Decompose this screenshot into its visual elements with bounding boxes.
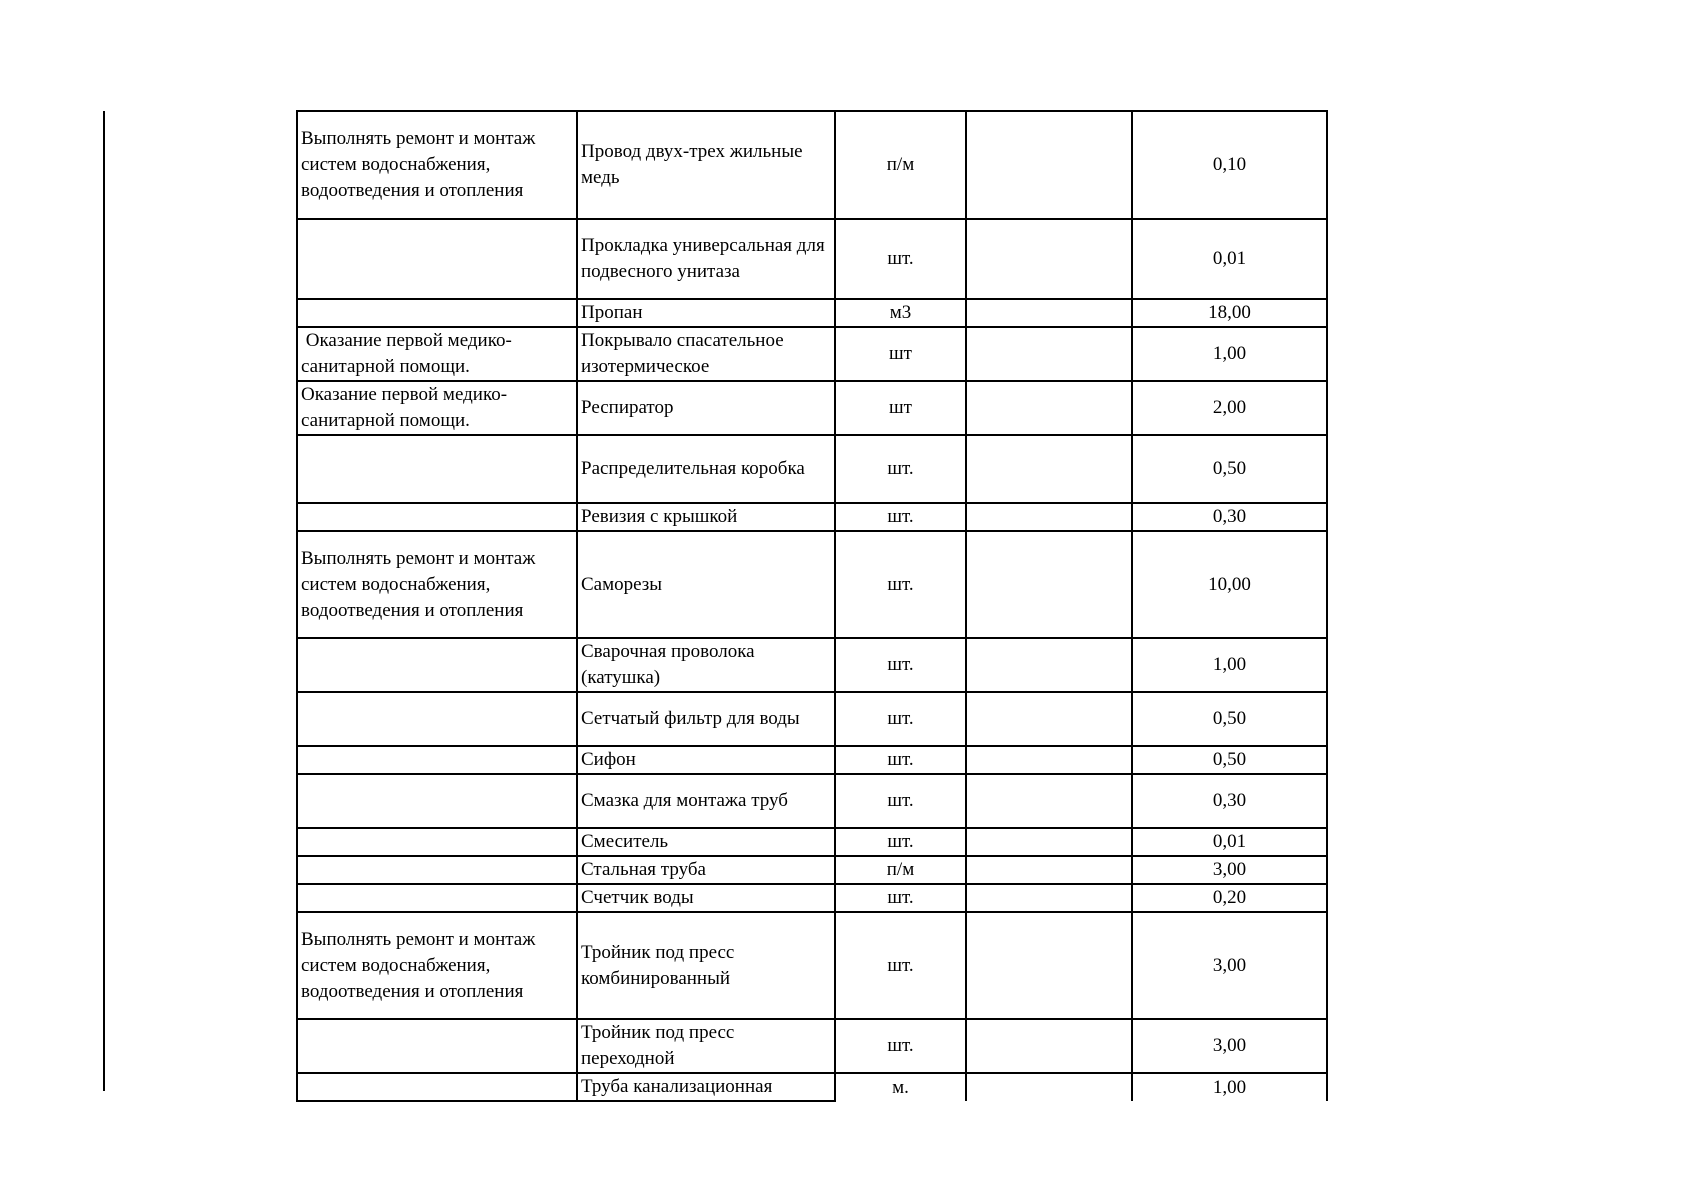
quantity-cell: 3,00: [1132, 1019, 1327, 1073]
unit-cell: шт.: [835, 638, 966, 692]
table-row: [297, 828, 1327, 856]
unit-cell: м.: [835, 1073, 966, 1101]
quantity-cell: 1,00: [1132, 327, 1327, 381]
table-row: [297, 912, 1327, 1019]
empty-cell: [966, 1019, 1132, 1073]
table-row: [297, 856, 1327, 884]
empty-cell: [966, 381, 1132, 435]
quantity-cell: 0,50: [1132, 746, 1327, 774]
quantity-cell: 10,00: [1132, 531, 1327, 638]
table-row: [297, 884, 1327, 912]
empty-cell: [966, 503, 1132, 531]
unit-cell: шт.: [835, 219, 966, 299]
item-name-cell: Труба канализационная: [577, 1073, 835, 1101]
materials-table: [296, 110, 1328, 1102]
unit-cell: шт.: [835, 1019, 966, 1073]
competency-cell: [297, 884, 577, 912]
quantity-cell: 3,00: [1132, 912, 1327, 1019]
unit-cell: шт.: [835, 692, 966, 746]
competency-cell: [297, 1019, 577, 1073]
item-name-cell: Ревизия с крышкой: [577, 503, 835, 531]
competency-cell: Оказание первой медико-санитарной помощи.: [297, 381, 577, 435]
competency-cell: Выполнять ремонт и монтаж систем водоснабжения, водоотведения и отопления: [297, 912, 577, 1019]
competency-cell: [297, 774, 577, 828]
unit-cell: шт.: [835, 774, 966, 828]
empty-cell: [966, 912, 1132, 1019]
competency-cell: [297, 638, 577, 692]
competency-cell: [297, 299, 577, 327]
unit-cell: шт.: [835, 435, 966, 503]
item-name-cell: Тройник под пресс комбинированный: [577, 912, 835, 1019]
quantity-cell: 1,00: [1132, 638, 1327, 692]
item-name-cell: Тройник под пресс переходной: [577, 1019, 835, 1073]
table-row: [297, 1073, 1327, 1101]
item-name-cell: Провод двух-трех жильные медь: [577, 111, 835, 219]
quantity-cell: 0,10: [1132, 111, 1327, 219]
quantity-cell: 3,00: [1132, 856, 1327, 884]
table-row: [297, 327, 1327, 381]
item-name-cell: Смазка для монтажа труб: [577, 774, 835, 828]
empty-cell: [966, 884, 1132, 912]
competency-cell: [297, 828, 577, 856]
unit-cell: п/м: [835, 111, 966, 219]
item-name-cell: Распределительная коробка: [577, 435, 835, 503]
table-row: [297, 299, 1327, 327]
empty-cell: [966, 299, 1132, 327]
quantity-cell: 18,00: [1132, 299, 1327, 327]
item-name-cell: Прокладка универсальная для подвесного унитаза: [577, 219, 835, 299]
unit-cell: п/м: [835, 856, 966, 884]
table-row: [297, 774, 1327, 828]
empty-cell: [966, 111, 1132, 219]
item-name-cell: Стальная труба: [577, 856, 835, 884]
competency-cell: [297, 503, 577, 531]
quantity-cell: 0,30: [1132, 503, 1327, 531]
empty-cell: [966, 828, 1132, 856]
unit-cell: шт.: [835, 828, 966, 856]
table-row: [297, 1019, 1327, 1073]
quantity-cell: 0,50: [1132, 435, 1327, 503]
item-name-cell: Респиратор: [577, 381, 835, 435]
table-row: [297, 111, 1327, 219]
item-name-cell: Пропан: [577, 299, 835, 327]
table-row: [297, 531, 1327, 638]
empty-cell: [966, 746, 1132, 774]
empty-cell: [966, 531, 1132, 638]
competency-cell: [297, 692, 577, 746]
item-name-cell: Смеситель: [577, 828, 835, 856]
empty-cell: [966, 1073, 1132, 1101]
competency-cell: Выполнять ремонт и монтаж систем водоснабжения, водоотведения и отопления: [297, 531, 577, 638]
item-name-cell: Сетчатый фильтр для воды: [577, 692, 835, 746]
table-row: [297, 381, 1327, 435]
table-row: [297, 503, 1327, 531]
table-row: [297, 746, 1327, 774]
unit-cell: шт: [835, 381, 966, 435]
item-name-cell: Сифон: [577, 746, 835, 774]
quantity-cell: 0,01: [1132, 828, 1327, 856]
unit-cell: шт.: [835, 912, 966, 1019]
empty-cell: [966, 219, 1132, 299]
competency-cell: [297, 856, 577, 884]
table-row: [297, 638, 1327, 692]
item-name-cell: Покрывало спасательное изотермическое: [577, 327, 835, 381]
competency-cell: [297, 746, 577, 774]
empty-cell: [966, 638, 1132, 692]
quantity-cell: 0,50: [1132, 692, 1327, 746]
quantity-cell: 2,00: [1132, 381, 1327, 435]
competency-cell: Оказание первой медико-санитарной помощи.: [297, 327, 577, 381]
competency-cell: [297, 435, 577, 503]
competency-cell: [297, 219, 577, 299]
quantity-cell: 1,00: [1132, 1073, 1327, 1101]
unit-cell: шт.: [835, 746, 966, 774]
unit-cell: шт.: [835, 503, 966, 531]
materials-table-body: [297, 111, 1327, 1101]
item-name-cell: Счетчик воды: [577, 884, 835, 912]
unit-cell: шт.: [835, 884, 966, 912]
competency-cell: [297, 1073, 577, 1101]
quantity-cell: 0,01: [1132, 219, 1327, 299]
page-left-border: [103, 111, 105, 1091]
item-name-cell: Саморезы: [577, 531, 835, 638]
item-name-cell: Сварочная проволока (катушка): [577, 638, 835, 692]
empty-cell: [966, 435, 1132, 503]
empty-cell: [966, 327, 1132, 381]
empty-cell: [966, 692, 1132, 746]
table-row: [297, 219, 1327, 299]
unit-cell: шт: [835, 327, 966, 381]
quantity-cell: 0,30: [1132, 774, 1327, 828]
competency-cell: Выполнять ремонт и монтаж систем водоснабжения, водоотведения и отопления: [297, 111, 577, 219]
table-row: [297, 435, 1327, 503]
empty-cell: [966, 774, 1132, 828]
unit-cell: м3: [835, 299, 966, 327]
unit-cell: шт.: [835, 531, 966, 638]
empty-cell: [966, 856, 1132, 884]
quantity-cell: 0,20: [1132, 884, 1327, 912]
table-row: [297, 692, 1327, 746]
